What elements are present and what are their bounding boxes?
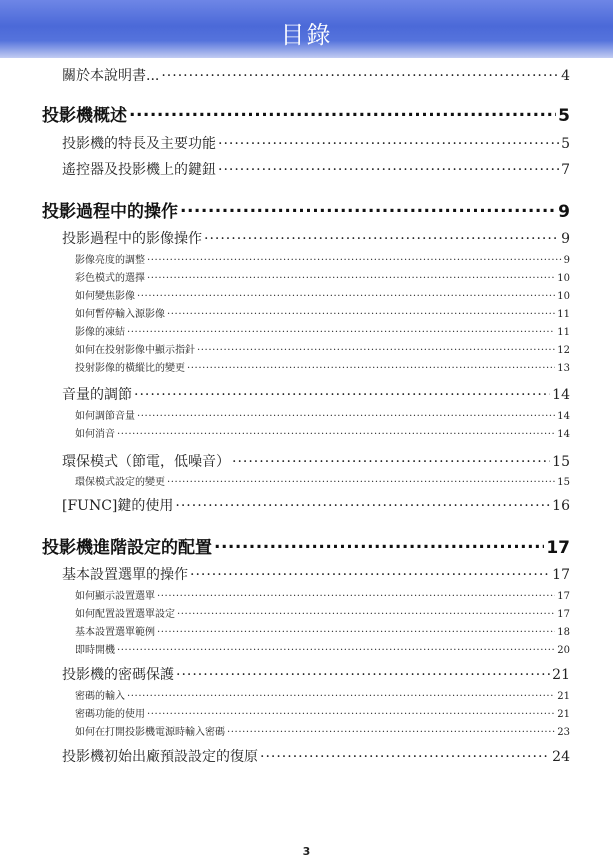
toc-subentry-label: 影像的凍結 [75,327,125,338]
toc-entry-page: 15 [552,454,570,470]
dot-leader [117,427,555,437]
toc-entry-page: 24 [552,749,570,765]
toc-entry-label: 環保模式（節電，低噪音） [62,454,230,470]
toc-subentry-label: 投射影像的橫縱比的變更 [75,363,185,374]
toc-subentry-page: 21 [557,691,570,702]
toc-subentry[interactable] [75,705,570,720]
toc-subentry[interactable] [75,687,570,702]
dot-leader [197,343,555,353]
toc-entry-page: 9 [561,231,570,247]
toc-subentry-label: 環保模式設定的變更 [75,477,165,488]
toc-subentry-page: 14 [557,429,570,440]
toc-subentry-page: 10 [557,291,570,302]
toc-subentry[interactable] [75,587,570,602]
toc-subentry[interactable] [75,641,570,656]
dot-leader [218,134,559,148]
toc-entry-label: 投影機初始出廠預設設定的復原 [62,749,258,765]
toc-entry-label: 遙控器及投影機上的鍵鈕 [62,162,216,178]
toc-entry-label: [FUNC]鍵的使用 [62,498,174,514]
toc-subentry-page: 14 [557,411,570,422]
toc-chapter[interactable] [42,101,570,126]
toc-entry[interactable] [62,746,570,766]
dot-leader [177,607,555,617]
toc-subentry[interactable] [75,341,570,356]
toc-entry[interactable] [62,65,570,85]
toc-subentry[interactable] [75,473,570,488]
dot-leader [129,104,556,121]
toc-subentry-label: 基本設置選單範例 [75,627,155,638]
toc-chapter-page: 9 [558,202,570,222]
toc-subentry[interactable] [75,407,570,422]
toc-entry[interactable] [62,384,570,404]
toc-entry[interactable] [62,133,570,153]
toc-subentry[interactable] [75,359,570,374]
toc-subentry[interactable] [75,305,570,320]
toc-entry-page: 4 [561,68,570,84]
toc-entry[interactable] [62,495,570,515]
toc-subentry-label: 如何暫停輸入源影像 [75,309,165,320]
toc-subentry-label: 即時開機 [75,645,115,656]
toc-header-banner [0,0,613,58]
page-number: 3 [302,845,311,858]
toc-subentry-page: 9 [563,255,570,266]
toc-subentry-label: 彩色模式的選擇 [75,273,145,284]
toc-subentry[interactable] [75,425,570,440]
dot-leader [176,665,550,679]
dot-leader [117,643,555,653]
dot-leader [232,452,550,466]
dot-leader [147,253,562,263]
toc-entry-page: 14 [552,387,570,403]
toc-subentry-page: 18 [557,627,570,638]
toc-subentry-page: 17 [557,591,570,602]
dot-leader [127,689,555,699]
toc-subentry-page: 12 [557,345,570,356]
dot-leader [167,475,555,485]
toc-subentry-label: 如何在打開投影機電源時輸入密碼 [75,727,225,738]
dot-leader [137,409,555,419]
page-title: 目錄 [280,21,333,49]
toc-subentry[interactable] [75,723,570,738]
dot-leader [214,536,544,553]
toc-entry[interactable] [62,228,570,248]
toc-subentry[interactable] [75,287,570,302]
dot-leader [260,747,550,761]
toc-subentry[interactable] [75,251,570,266]
dot-leader [157,625,555,635]
dot-leader [190,565,550,579]
toc-subentry-page: 15 [557,477,570,488]
toc-subentry[interactable] [75,623,570,638]
toc-subentry-page: 17 [557,609,570,620]
toc-subentry-page: 21 [557,709,570,720]
toc-subentry-page: 20 [557,645,570,656]
toc-subentry-page: 11 [557,327,570,338]
dot-leader [218,160,559,174]
toc-entry-page: 17 [552,567,570,583]
toc-subentry-label: 影像亮度的調整 [75,255,145,266]
dot-leader [227,725,555,735]
toc-entry-page: 21 [552,667,570,683]
toc-subentry-label: 如何消音 [75,429,115,440]
toc-subentry-label: 密碼功能的使用 [75,709,145,720]
toc-subentry-label: 如何在投射影像中顯示指針 [75,345,195,356]
toc-entry-label: 投影機的密碼保護 [62,667,174,683]
toc-entry-label: 音量的調節 [62,387,132,403]
toc-subentry[interactable] [75,269,570,284]
toc-subentry-label: 如何顯示設置選單 [75,591,155,602]
toc-chapter-label: 投影機概述 [42,106,127,126]
toc-entry-page: 16 [552,498,570,514]
toc-chapter-label: 投影過程中的操作 [42,202,178,222]
dot-leader [161,66,559,80]
toc-entry-page: 7 [561,162,570,178]
toc-chapter-page: 5 [558,106,570,126]
toc-entry[interactable] [62,564,570,584]
toc-entry-label: 投影過程中的影像操作 [62,231,202,247]
toc-subentry-page: 23 [557,727,570,738]
toc-chapter-label: 投影機進階設定的配置 [42,538,212,558]
dot-leader [204,229,559,243]
toc-subentry-label: 密碼的輸入 [75,691,125,702]
dot-leader [127,325,555,335]
dot-leader [167,307,555,317]
toc-entry[interactable] [62,664,570,684]
dot-leader [134,385,550,399]
toc-entry-label: 關於本說明書... [62,68,160,84]
toc-entry-page: 5 [561,136,570,152]
toc-entry[interactable] [62,451,570,471]
dot-leader [137,289,555,299]
toc-subentry-label: 如何調節音量 [75,411,135,422]
toc-chapter[interactable] [42,533,570,558]
toc-subentry-label: 如何配置設置選單設定 [75,609,175,620]
dot-leader [147,707,555,717]
toc-entry-label: 投影機的特長及主要功能 [62,136,216,152]
toc-subentry-page: 13 [557,363,570,374]
dot-leader [180,200,556,217]
dot-leader [157,589,555,599]
toc-subentry-page: 11 [557,309,570,320]
dot-leader [147,271,555,281]
dot-leader [175,496,550,510]
toc-entry-label: 基本設置選單的操作 [62,567,188,583]
dot-leader [187,361,555,371]
toc-entry[interactable] [62,159,570,179]
toc-subentry-label: 如何變焦影像 [75,291,135,302]
toc-subentry-page: 10 [557,273,570,284]
toc-subentry[interactable] [75,605,570,620]
toc-chapter-page: 17 [546,538,570,558]
toc-chapter[interactable] [42,197,570,222]
toc-subentry[interactable] [75,323,570,338]
